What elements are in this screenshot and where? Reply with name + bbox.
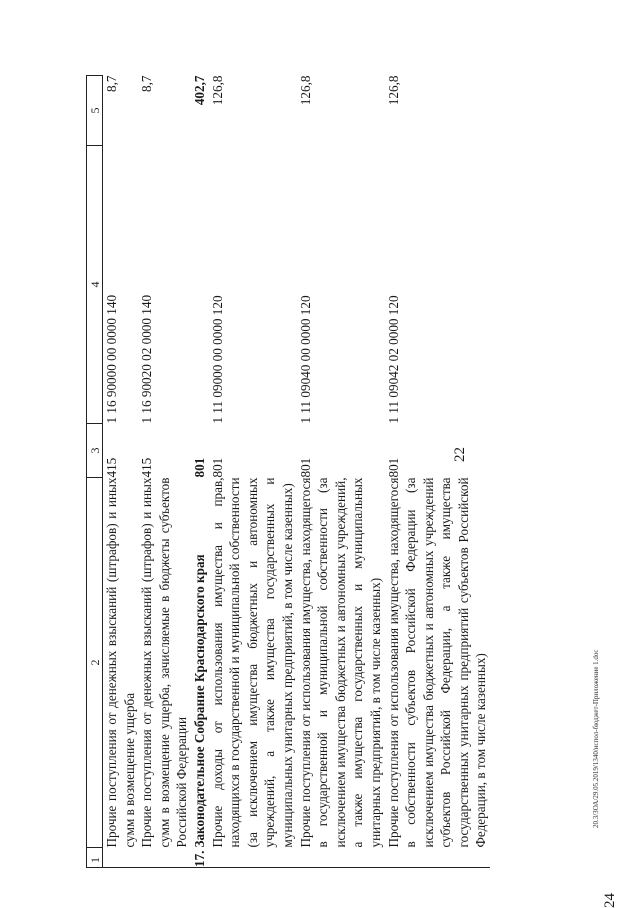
row-admin-code: 801 (297, 457, 313, 478)
table-row (103, 76, 139, 868)
table-row (297, 76, 385, 868)
footer-file-path: 20.3/ЗОА/29.05.2019/1340/испол-бюджет-Приложение 1.doc (592, 649, 600, 828)
row-description: Прочие поступления от денежных взысканий (штрафов) и иных сумм в возмещение ущерба, зачисляемые в бюджеты субъектов Российской Федерации (139, 477, 190, 848)
row-amount: 8,7 (139, 75, 155, 92)
row-kbk-code: 1 11 09000 00 0000 120 (209, 295, 225, 424)
row-kbk-code: 1 11 09040 00 0000 120 (297, 295, 313, 424)
row-description: Прочие поступления от денежных взысканий (штрафов) и иных сумм в возмещение ущерба (104, 477, 137, 848)
row-amount: 126,8 (297, 75, 313, 106)
section-title: Законодательное Собрание Краснодарского края (191, 554, 207, 848)
row-description: Прочие поступления от использования имущества, находящегося в государственной и муниципальной собственности (за исключением имущества бюджетных и автономных учреждений, а также имущества государственных и муниципальных унитарных предприятий, в том числе казенных) (297, 477, 383, 848)
row-section-number (209, 848, 297, 868)
row-section-number (297, 848, 385, 868)
row-amount: 8,7 (104, 75, 119, 92)
section-number: 17. (191, 848, 209, 868)
row-amount: 126,8 (209, 75, 225, 106)
row-admin-code: 801 (209, 457, 225, 478)
table-row (385, 76, 491, 868)
row-section-number (385, 848, 491, 868)
row-section-number (138, 848, 191, 868)
row-amount: 402,7 (191, 75, 207, 106)
table-header-row (87, 76, 103, 868)
row-admin-code: 801 (191, 457, 207, 478)
row-amount: 126,8 (385, 75, 401, 106)
budget-revenue-table (86, 75, 490, 868)
page-number: 22 (452, 447, 468, 462)
row-kbk-code: 1 16 90020 02 0000 140 (139, 294, 155, 424)
row-kbk-code: 1 16 90000 00 0000 140 (104, 294, 119, 424)
row-admin-code: 801 (385, 457, 401, 478)
row-admin-code: 415 (139, 457, 155, 478)
row-description: Прочие поступления от использования имущества, находящегося в собственности субъектов Российской Федерации (за исключением имущества бюджетных и автономных учреждений субъектов Российской Федерации, а также имущества государственных унитарных предприятий субъектов Российской Федерации, в том числе казенных) (385, 477, 489, 848)
row-kbk-code (191, 146, 209, 424)
row-admin-code: 415 (104, 457, 119, 478)
row-section-number (103, 848, 139, 868)
row-kbk-code: 1 11 09042 02 0000 120 (385, 295, 401, 424)
table-row (209, 76, 297, 868)
table-row-section (191, 76, 209, 868)
table-row (138, 76, 191, 868)
footer-page-number: 24 (602, 893, 618, 908)
column-header-4: 4 (87, 146, 103, 424)
column-header-2: 2 (87, 478, 103, 848)
column-header-5: 5 (87, 76, 103, 146)
column-header-1: 1 (87, 848, 103, 868)
row-description: Прочие доходы от использования имущества и прав, находящихся в государственной и муниципальной собственности (за исключением имущества бюджетных и автономных учреждений, а также имущества государственных и муниципальных унитарных предприятий, в том числе казенных) (209, 477, 295, 848)
column-header-3: 3 (87, 424, 103, 478)
